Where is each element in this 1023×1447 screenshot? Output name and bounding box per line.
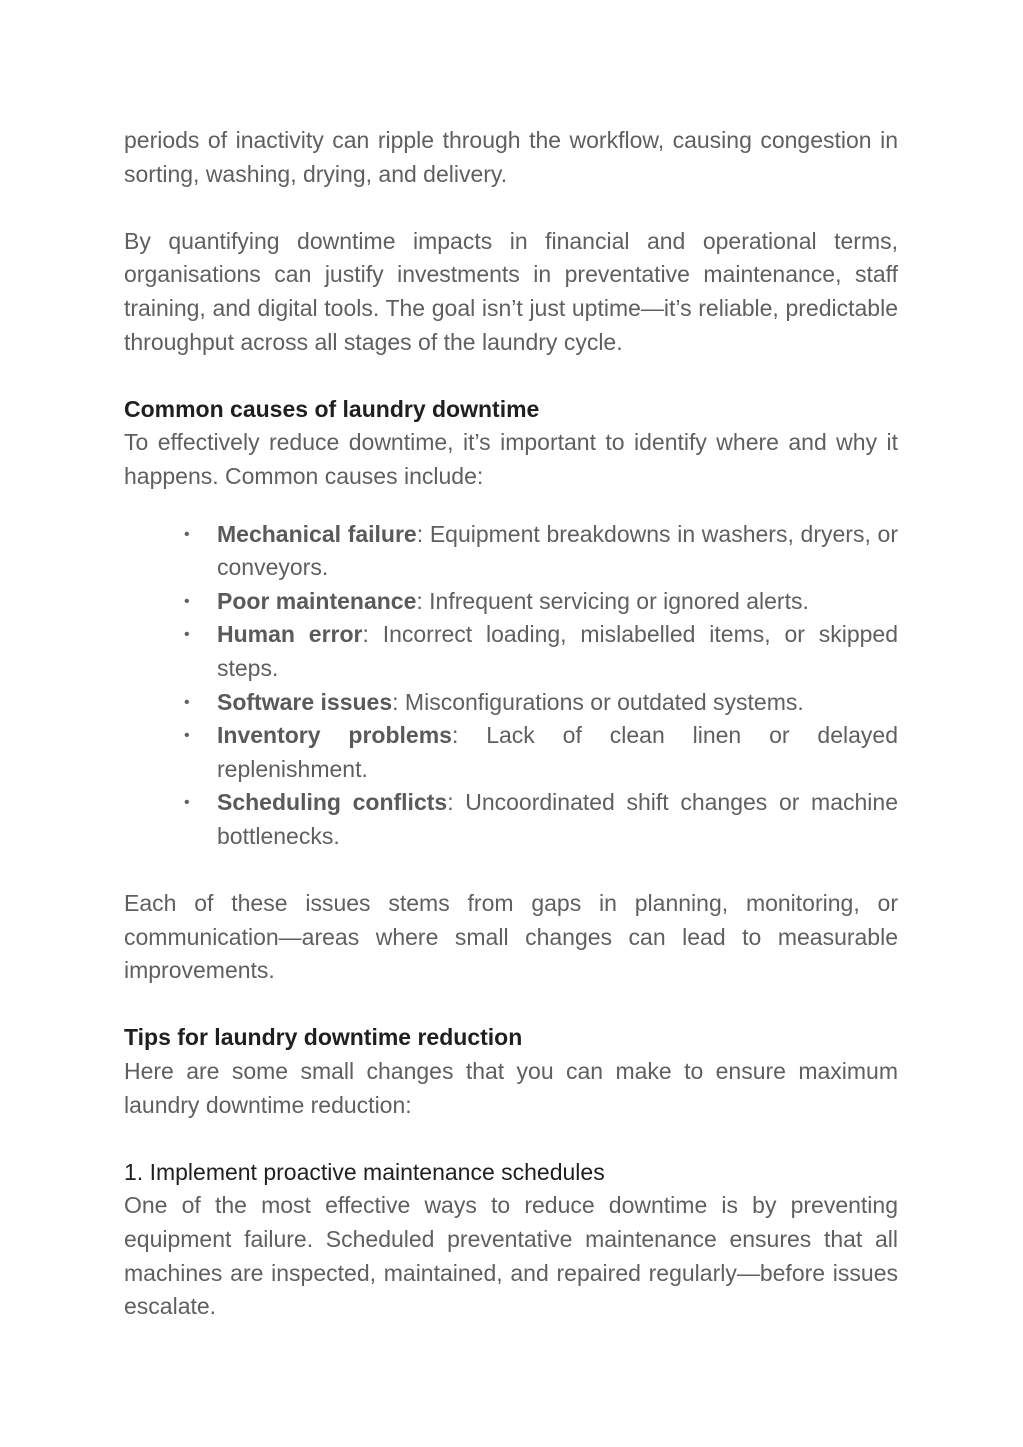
cause-term: Software issues [217,688,393,715]
tips-heading: Tips for laundry downtime reduction [124,1024,523,1051]
cause-term: Scheduling conflicts [217,789,448,816]
list-item [124,518,898,585]
cause-term: Poor maintenance [217,587,417,614]
bullet-icon: • [184,794,190,812]
cause-description: : Uncoordinated shift changes or machine bottlenecks. [217,789,898,849]
list-item [124,618,898,685]
bullet-icon: • [184,626,190,644]
cause-description: : Misconfigurations or outdated systems. [392,688,804,715]
tip1-heading: 1. Implement proactive maintenance schedules [124,1158,605,1185]
list-item [124,686,898,720]
tips-intro-paragraph: Here are some small changes that you can make to ensure maximum laundry downtime reduction: [124,1058,898,1118]
causes-summary-paragraph: Each of these issues stems from gaps in planning, monitoring, or communication—areas where small changes can lead to measurable improvements. [124,890,898,984]
list-item [124,786,898,853]
bullet-icon: • [184,727,190,745]
document-page [124,124,898,1324]
intro-continuation-paragraph: periods of inactivity can ripple through the workflow, causing congestion in sorting, washing, drying, and delivery. [124,127,898,187]
cause-term: Human error [217,621,363,648]
cause-description: : Equipment breakdowns in washers, dryers, or conveyors. [217,520,898,581]
bullet-icon: • [184,693,190,711]
list-item [124,719,898,786]
cause-term: Mechanical failure [217,520,417,547]
causes-intro-paragraph: To effectively reduce downtime, it’s important to identify where and why it happens. Common causes include: [124,429,898,489]
cause-term: Inventory problems [217,722,452,749]
bullet-icon: • [184,525,190,543]
list-item [124,585,898,619]
bullet-icon: • [184,592,190,610]
quantify-paragraph: By quantifying downtime impacts in financial and operational terms, organisations can justify investments in preventative maintenance, staff training, and digital tools. The goal isn’t just uptime—it’s reliable, predictable throughput across all stages of the laundry cycle. [124,227,898,355]
causes-heading: Common causes of laundry downtime [124,395,540,422]
cause-description: : Lack of clean linen or delayed replenishment. [217,722,899,782]
tip1-body-paragraph: One of the most effective ways to reduce downtime is by preventing equipment failure. Scheduled preventative maintenance ensures that all machines are inspected, maintained, and repaired regularly—before issues escalate. [124,1192,898,1320]
cause-description: : Infrequent servicing or ignored alerts. [416,587,809,614]
causes-list [124,518,898,854]
cause-description: : Incorrect loading, mislabelled items, or skipped steps. [217,621,898,681]
